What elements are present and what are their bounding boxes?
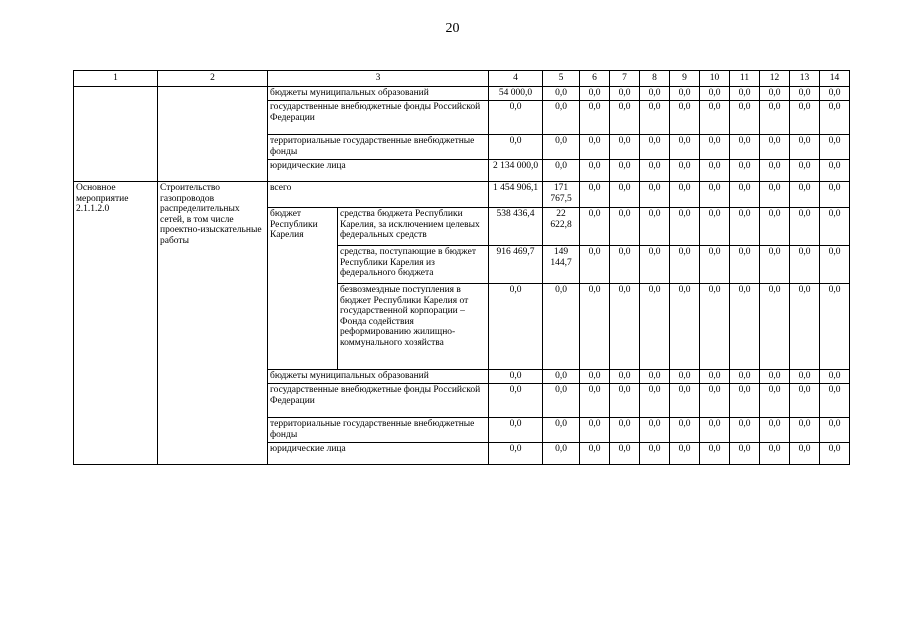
value-cell: 0,0	[580, 87, 610, 101]
column-number: 12	[760, 71, 790, 87]
value-cell: 0,0	[820, 182, 850, 208]
value-cell: 0,0	[760, 443, 790, 465]
value-cell: 0,0	[580, 135, 610, 160]
value-cell: 0,0	[730, 182, 760, 208]
value-cell: 0,0	[670, 135, 700, 160]
value-cell: 0,0	[700, 370, 730, 384]
source-cell: государственные внебюджетные фонды Российской Федерации	[268, 384, 489, 418]
value-cell: 0,0	[610, 101, 640, 135]
value-cell: 0,0	[790, 87, 820, 101]
value-cell: 0,0	[730, 384, 760, 418]
value-cell: 22 622,8	[543, 208, 580, 246]
column-number: 6	[580, 71, 610, 87]
value-cell: 0,0	[610, 135, 640, 160]
column-number: 2	[158, 71, 268, 87]
value-cell: 0,0	[610, 87, 640, 101]
value-cell: 0,0	[640, 182, 670, 208]
value-cell: 0,0	[489, 370, 543, 384]
value-cell: 0,0	[580, 384, 610, 418]
value-cell: 0,0	[820, 135, 850, 160]
value-cell: 0,0	[610, 284, 640, 370]
value-cell: 0,0	[489, 135, 543, 160]
value-cell: 0,0	[580, 208, 610, 246]
value-cell: 0,0	[640, 384, 670, 418]
table-row	[74, 182, 850, 208]
value-cell: 0,0	[730, 135, 760, 160]
value-cell: 0,0	[820, 160, 850, 182]
value-cell: 0,0	[730, 370, 760, 384]
column-number: 10	[700, 71, 730, 87]
value-cell: 0,0	[543, 160, 580, 182]
source-cell: территориальные государственные внебюджетные фонды	[268, 135, 489, 160]
column-number: 4	[489, 71, 543, 87]
value-cell: 916 469,7	[489, 246, 543, 284]
value-cell: 0,0	[610, 160, 640, 182]
column-number: 14	[820, 71, 850, 87]
value-cell: 149 144,7	[543, 246, 580, 284]
value-cell: 0,0	[760, 87, 790, 101]
column-number: 11	[730, 71, 760, 87]
value-cell: 0,0	[790, 370, 820, 384]
measure-cell-empty	[74, 87, 158, 182]
column-number: 13	[790, 71, 820, 87]
value-cell: 0,0	[543, 87, 580, 101]
value-cell: 0,0	[700, 284, 730, 370]
value-cell: 0,0	[610, 370, 640, 384]
value-cell: 0,0	[820, 101, 850, 135]
source-cell: средства, поступающие в бюджет Республики Карелия из федерального бюджета	[338, 246, 489, 284]
value-cell: 0,0	[543, 418, 580, 443]
table-body	[74, 71, 850, 465]
source-cell: бюджеты муниципальных образований	[268, 370, 489, 384]
value-cell: 0,0	[670, 370, 700, 384]
value-cell: 0,0	[610, 384, 640, 418]
value-cell: 0,0	[580, 182, 610, 208]
value-cell: 0,0	[670, 182, 700, 208]
value-cell: 0,0	[640, 101, 670, 135]
value-cell: 0,0	[670, 418, 700, 443]
value-cell: 0,0	[580, 284, 610, 370]
column-number: 7	[610, 71, 640, 87]
value-cell: 0,0	[640, 87, 670, 101]
value-cell: 0,0	[790, 443, 820, 465]
value-cell: 0,0	[543, 370, 580, 384]
value-cell: 0,0	[820, 384, 850, 418]
value-cell: 0,0	[700, 160, 730, 182]
value-cell: 0,0	[640, 208, 670, 246]
value-cell: 0,0	[700, 384, 730, 418]
value-cell: 0,0	[670, 208, 700, 246]
value-cell: 0,0	[670, 284, 700, 370]
value-cell: 0,0	[760, 384, 790, 418]
measure-cell: Основное мероприятие 2.1.1.2.0	[74, 182, 158, 465]
value-cell: 0,0	[760, 418, 790, 443]
measure-name-cell: Строительство газопроводов распределительных сетей, в том числе проектно-изыскательные работы	[158, 182, 268, 465]
value-cell: 1 454 906,1	[489, 182, 543, 208]
value-cell: 0,0	[489, 384, 543, 418]
value-cell: 0,0	[730, 87, 760, 101]
value-cell: 0,0	[489, 284, 543, 370]
value-cell: 0,0	[640, 246, 670, 284]
value-cell: 0,0	[700, 135, 730, 160]
source-cell: средства бюджета Республики Карелия, за исключением целевых федеральных средств	[338, 208, 489, 246]
value-cell: 0,0	[700, 418, 730, 443]
value-cell: 538 436,4	[489, 208, 543, 246]
value-cell: 0,0	[730, 246, 760, 284]
value-cell: 0,0	[760, 370, 790, 384]
value-cell: 0,0	[700, 208, 730, 246]
value-cell: 0,0	[580, 443, 610, 465]
value-cell: 0,0	[790, 182, 820, 208]
value-cell: 0,0	[489, 418, 543, 443]
value-cell: 0,0	[760, 182, 790, 208]
value-cell: 0,0	[640, 443, 670, 465]
value-cell: 0,0	[580, 101, 610, 135]
value-cell: 0,0	[610, 246, 640, 284]
table-row	[74, 87, 850, 101]
value-cell: 0,0	[543, 135, 580, 160]
column-number: 1	[74, 71, 158, 87]
value-cell: 0,0	[700, 101, 730, 135]
value-cell: 171 767,5	[543, 182, 580, 208]
value-cell: 0,0	[640, 284, 670, 370]
source-cell: территориальные государственные внебюджетные фонды	[268, 418, 489, 443]
value-cell: 0,0	[790, 208, 820, 246]
value-cell: 0,0	[790, 135, 820, 160]
value-cell: 0,0	[543, 101, 580, 135]
value-cell: 0,0	[760, 135, 790, 160]
value-cell: 0,0	[580, 370, 610, 384]
value-cell: 0,0	[760, 284, 790, 370]
value-cell: 0,0	[670, 87, 700, 101]
value-cell: 0,0	[730, 208, 760, 246]
value-cell: 2 134 000,0	[489, 160, 543, 182]
page-number: 20	[445, 21, 460, 36]
value-cell: 0,0	[670, 246, 700, 284]
column-number: 3	[268, 71, 489, 87]
source-cell: государственные внебюджетные фонды Российской Федерации	[268, 101, 489, 135]
value-cell: 0,0	[790, 101, 820, 135]
value-cell: 0,0	[640, 135, 670, 160]
value-cell: 0,0	[790, 160, 820, 182]
source-cell: юридические лица	[268, 443, 489, 465]
source-cell: бюджеты муниципальных образований	[268, 87, 489, 101]
value-cell: 0,0	[670, 101, 700, 135]
budget-table	[73, 70, 850, 465]
value-cell: 0,0	[790, 246, 820, 284]
value-cell: 0,0	[730, 101, 760, 135]
value-cell: 0,0	[640, 418, 670, 443]
column-number: 5	[543, 71, 580, 87]
value-cell: 0,0	[670, 384, 700, 418]
value-cell: 0,0	[580, 246, 610, 284]
value-cell: 0,0	[489, 443, 543, 465]
value-cell: 0,0	[640, 370, 670, 384]
value-cell: 0,0	[820, 246, 850, 284]
column-number-row	[74, 71, 850, 87]
value-cell: 0,0	[820, 87, 850, 101]
source-cell: безвозмездные поступления в бюджет Республики Карелия от государственной корпорации – Фонда содействия реформированию жилищно-коммунального хозяйства	[338, 284, 489, 370]
value-cell: 0,0	[610, 418, 640, 443]
value-cell: 0,0	[730, 160, 760, 182]
value-cell: 0,0	[820, 284, 850, 370]
budget-group-cell: бюджет Республики Карелия	[268, 208, 338, 370]
value-cell: 0,0	[610, 443, 640, 465]
value-cell: 0,0	[543, 384, 580, 418]
value-cell: 0,0	[700, 182, 730, 208]
value-cell: 0,0	[700, 246, 730, 284]
value-cell: 0,0	[640, 160, 670, 182]
value-cell: 0,0	[489, 101, 543, 135]
value-cell: 0,0	[760, 208, 790, 246]
value-cell: 0,0	[700, 443, 730, 465]
value-cell: 0,0	[543, 284, 580, 370]
value-cell: 0,0	[820, 418, 850, 443]
source-cell: юридические лица	[268, 160, 489, 182]
value-cell: 0,0	[580, 160, 610, 182]
column-number: 9	[670, 71, 700, 87]
value-cell: 0,0	[790, 418, 820, 443]
value-cell: 0,0	[730, 418, 760, 443]
value-cell: 0,0	[610, 182, 640, 208]
value-cell: 54 000,0	[489, 87, 543, 101]
value-cell: 0,0	[820, 208, 850, 246]
value-cell: 0,0	[790, 384, 820, 418]
value-cell: 0,0	[730, 284, 760, 370]
source-cell: всего	[268, 182, 489, 208]
value-cell: 0,0	[790, 284, 820, 370]
value-cell: 0,0	[760, 101, 790, 135]
value-cell: 0,0	[610, 208, 640, 246]
value-cell: 0,0	[670, 160, 700, 182]
value-cell: 0,0	[580, 418, 610, 443]
value-cell: 0,0	[820, 443, 850, 465]
column-number: 8	[640, 71, 670, 87]
value-cell: 0,0	[820, 370, 850, 384]
value-cell: 0,0	[760, 246, 790, 284]
value-cell: 0,0	[670, 443, 700, 465]
value-cell: 0,0	[543, 443, 580, 465]
value-cell: 0,0	[760, 160, 790, 182]
value-cell: 0,0	[700, 87, 730, 101]
name-cell-empty	[158, 87, 268, 182]
value-cell: 0,0	[730, 443, 760, 465]
